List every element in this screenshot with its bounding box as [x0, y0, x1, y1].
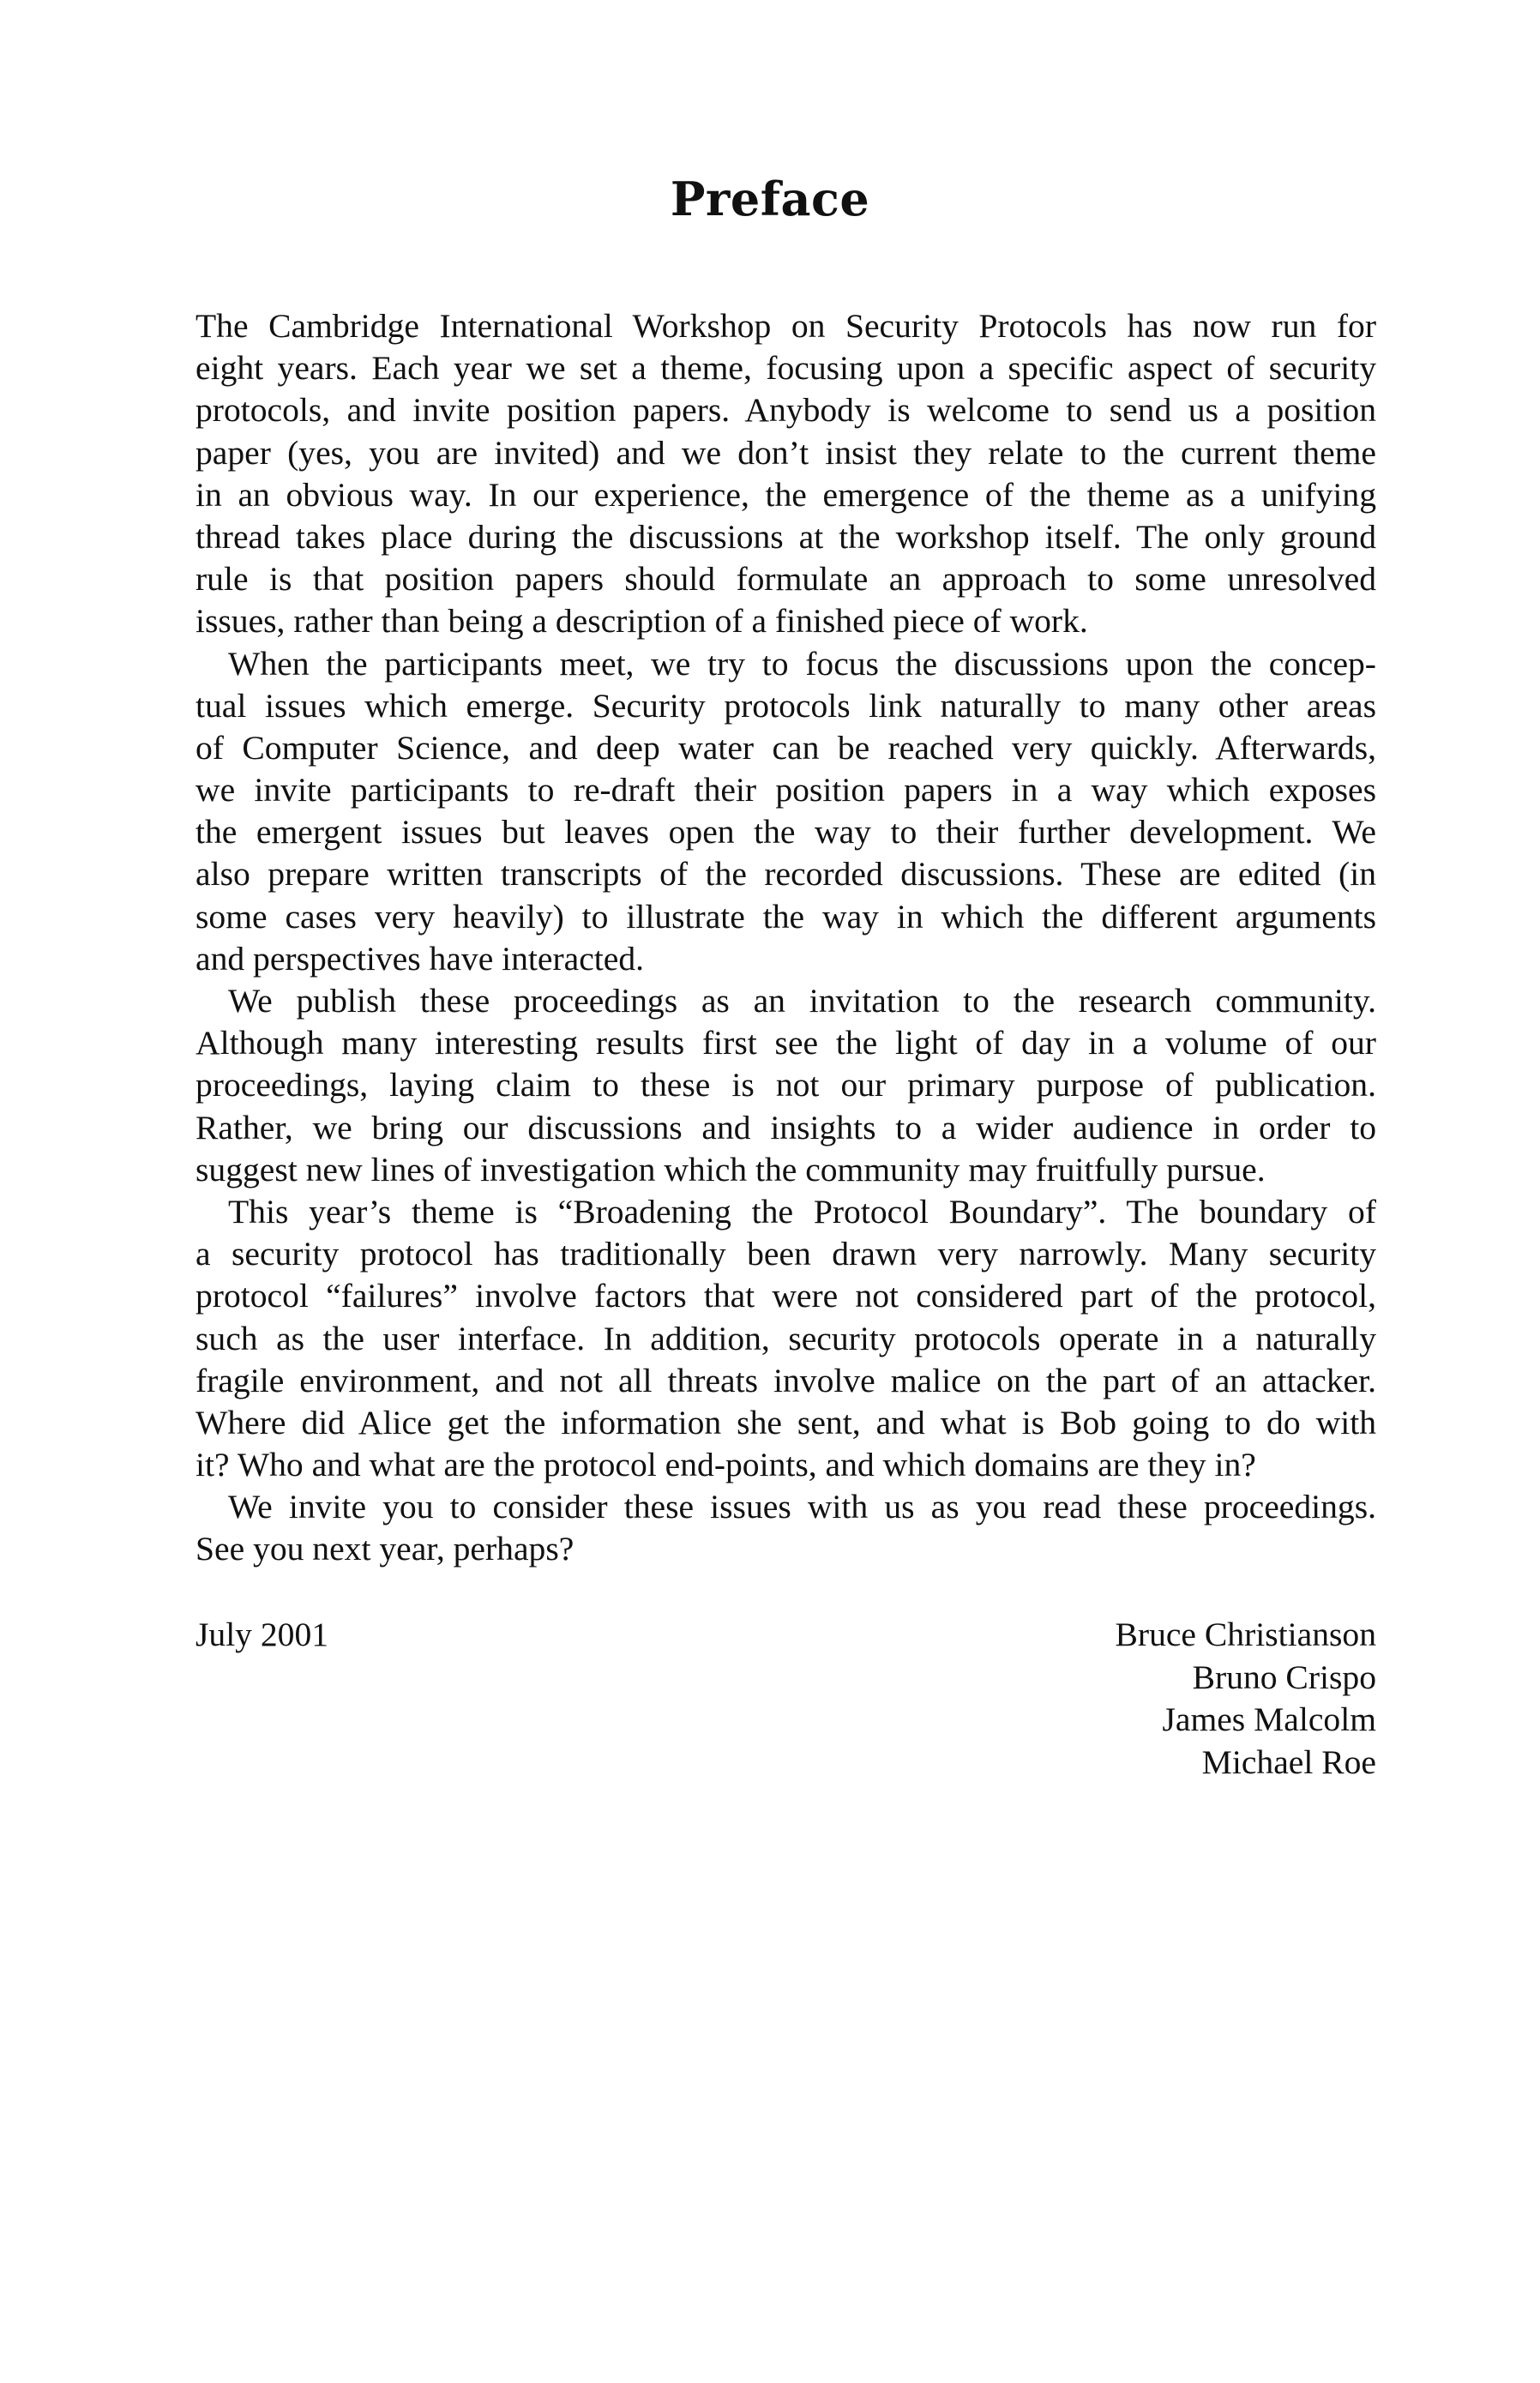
page-title: Preface	[670, 172, 870, 226]
text-line: rule is that position papers should formulate an approach to some unresolved	[196, 560, 1376, 599]
text-line: it? Who and what are the protocol end-points, and which domains are they in?	[196, 1446, 1256, 1484]
paragraph-1	[196, 305, 1376, 643]
text-line: tual issues which emerge. Security protocols link naturally to many other areas	[196, 686, 1376, 725]
text-line: Rather, we bring our discussions and insights to a wider audience in order to	[196, 1108, 1376, 1146]
text-line: We invite you to consider these issues with us as you read these proceedings.	[228, 1488, 1376, 1526]
text-line: of Computer Science, and deep water can be reached very quickly. Afterwards,	[196, 728, 1376, 767]
paragraph-4	[196, 1191, 1376, 1486]
paragraph-5	[196, 1486, 1376, 1570]
author-name: James Malcolm	[1162, 1700, 1376, 1739]
author-name: Bruce Christianson	[1115, 1616, 1376, 1653]
text-line: suggest new lines of investigation which the community may fruitfully pursue.	[196, 1150, 1266, 1188]
text-line: Where did Alice get the information she sent, and what is Bob going to do with	[196, 1403, 1376, 1441]
paragraph-2	[196, 643, 1376, 981]
text-line: issues, rather than being a description of a finished piece of work.	[196, 602, 1088, 641]
text-line: See you next year, perhaps?	[196, 1530, 574, 1568]
text-line: thread takes place during the discussions at the workshop itself. The only ground	[196, 517, 1376, 556]
text-line: The Cambridge International Workshop on Security Protocols has now run for	[196, 307, 1376, 345]
text-line: This year’s theme is “Broadening the Protocol Boundary”. The boundary of	[228, 1192, 1376, 1231]
author-name: Michael Roe	[1201, 1742, 1376, 1781]
text-line: protocols, and invite position papers. Anybody is welcome to send us a position	[196, 391, 1376, 430]
preface-body	[196, 305, 1376, 1571]
date-line: July 2001	[196, 1616, 329, 1653]
text-line: we invite participants to re-draft their position papers in a way which exposes	[196, 771, 1376, 809]
text-line: Although many interesting results first see the light of day in a volume of our	[196, 1024, 1376, 1062]
text-line: We publish these proceedings as an invitation to the research community.	[228, 982, 1376, 1020]
text-line: in an obvious way. In our experience, the emergence of the theme as a unifying	[196, 475, 1376, 514]
text-line: some cases very heavily) to illustrate the way in which the different arguments	[196, 897, 1376, 936]
text-line: eight years. Each year we set a theme, focusing upon a specific aspect of security	[196, 349, 1376, 388]
text-line: paper (yes, you are invited) and we don’t insist they relate to the current theme	[196, 433, 1376, 472]
text-line: proceedings, laying claim to these is not our primary purpose of publication.	[196, 1066, 1376, 1104]
text-line: fragile environment, and not all threats involve malice on the part of an attacker.	[196, 1361, 1376, 1399]
paragraph-3	[196, 980, 1376, 1191]
text-line: such as the user interface. In addition, security protocols operate in a naturally	[196, 1319, 1376, 1357]
text-line: protocol “failures” involve factors that were not considered part of the protocol,	[196, 1277, 1376, 1315]
author-list	[1116, 1614, 1377, 1784]
text-line: the emergent issues but leaves open the way to their further development. We	[196, 813, 1376, 852]
text-line: When the participants meet, we try to focus the discussions upon the concep-	[228, 644, 1376, 683]
text-line: also prepare written transcripts of the recorded discussions. These are edited (in	[196, 855, 1376, 894]
text-line: and perspectives have interacted.	[196, 939, 645, 978]
text-line: a security protocol has traditionally been drawn very narrowly. Many security	[196, 1235, 1376, 1273]
author-name: Bruno Crispo	[1192, 1658, 1376, 1696]
